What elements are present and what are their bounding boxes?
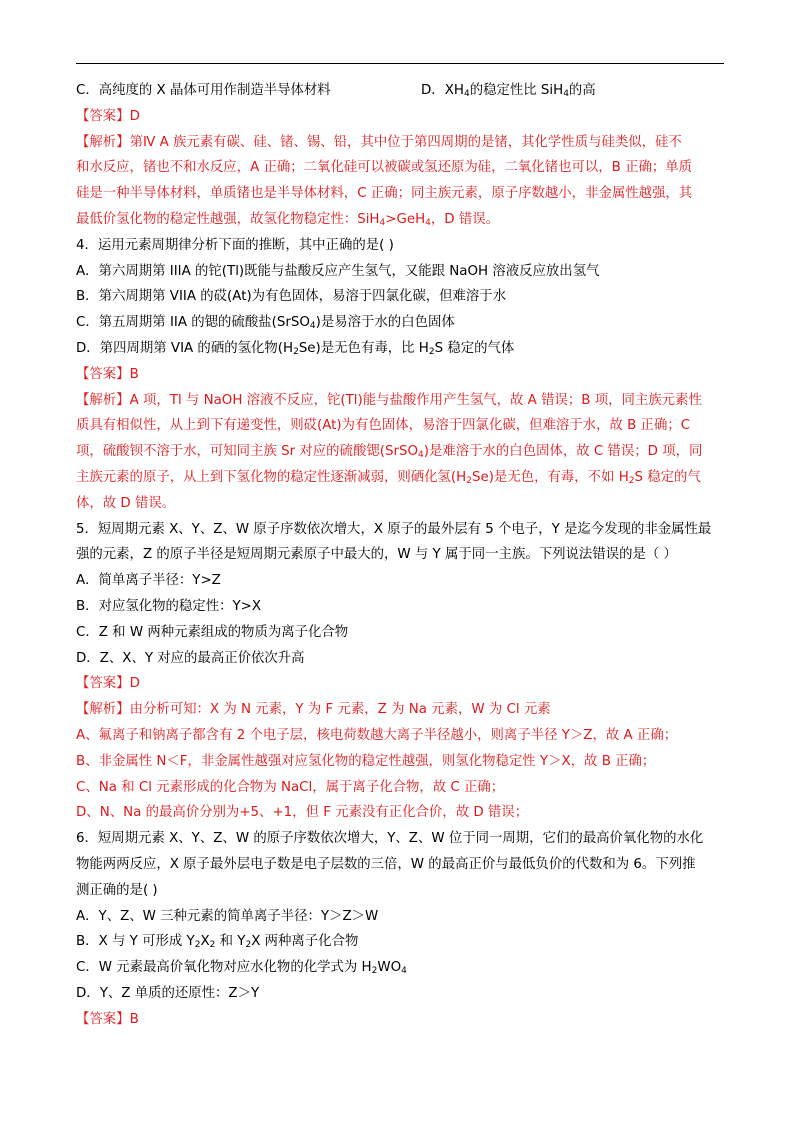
q3-options-cd xyxy=(76,78,724,104)
q6-option-c: C．W 元素最高价氧化物对应水化物的化学式为 $H_2WO_4$ xyxy=(76,960,407,977)
q6-answer: 【答案】B xyxy=(76,1011,139,1027)
q5-analysis-c: C、Na 和 Cl 元素形成的化合物为 NaCl，属于离子化合物，故 C 正确； xyxy=(76,779,505,795)
q4-stem: 4．运用元素周期律分析下面的推断，其中正确的是( ) xyxy=(76,237,394,253)
q5-stem: 5．短周期元素 X、Y、Z、W 原子序数依次增大，X 原子的最外层有 5 个电子，Y 是迄今发现的非金属性最 xyxy=(76,521,712,537)
q3-answer: 【答案】D xyxy=(76,108,140,124)
q4-analysis-line: 质具有相似性，从上到下有递变性，则砹(At)为有色固体，易溶于四氯化碳，但难溶于水，故 B 正确；C xyxy=(76,418,691,434)
q4-analysis-line: 【解析】A 项，Tl 与 NaOH 溶液不反应，铊(Tl)能与盐酸作用产生氢气，故 A 错误；B 项，同主族元素性 xyxy=(76,392,702,408)
q4-analysis-line: 主族元素的原子，从上到下氢化物的稳定性逐渐减弱，则硒化氢$(H_2Se)$是无色，有毒，不如 $H_2S$ 稳定的气 xyxy=(76,469,701,486)
q6-option-a: A．Y、Z、W 三种元素的简单离子半径：Y＞Z＞W xyxy=(76,908,379,924)
q6-option-b: B．X 与 Y 可形成 $Y_2X_2$ 和 $Y_2X$ 两种离子化合物 xyxy=(76,934,359,951)
q3-option-c: C．高纯度的 X 晶体可用作制造半导体材料 xyxy=(76,83,331,98)
q3-analysis-line: 和水反应，锗也不和水反应，A 正确；二氧化硅可以被碳或氢还原为硅，二氧化锗也可以，B 正确；单质 xyxy=(76,160,693,176)
q6-stem: 测正确的是( ) xyxy=(76,882,158,898)
q5-option-c: C．Z 和 W 两种元素组成的物质为离子化合物 xyxy=(76,624,349,640)
q3-option-d: D．$XH_4$的稳定性比 SiH$_4$的高 xyxy=(421,83,596,99)
q6-stem: 物能两两反应，X 原子最外层电子数是电子层数的三倍，W 的最高正价与最低负价的代数和为 6。下列推 xyxy=(76,856,696,872)
q4-analysis-line: 项，硫酸钡不溶于水，可知同主族 Sr 对应的硫酸锶(SrSO$_4$)是难溶于水的白色固体，故 C 错误；D 项，同 xyxy=(76,444,703,461)
q6-stem: 6．短周期元素 X、Y、Z、W 的原子序数依次增大，Y、Z、W 位于同一周期，它们的最高价氧化物的水化 xyxy=(76,831,704,847)
q5-analysis-b: B、非金属性 N＜F，非金属性越强对应氢化物的稳定性越强，则氢化物稳定性 Y＞X，故 B 正确； xyxy=(76,753,656,769)
document-body xyxy=(76,78,724,1032)
q4-option-a: A．第六周期第 IIIA 的铊(Tl)既能与盐酸反应产生氢气，又能跟 NaOH 溶液反应放出氢气 xyxy=(76,263,600,279)
q5-option-b: B．对应氢化物的稳定性：Y>X xyxy=(76,598,262,614)
q4-analysis-line: 体，故 D 错误。 xyxy=(76,495,176,511)
header-rule xyxy=(76,63,724,64)
q4-answer: 【答案】B xyxy=(76,366,139,382)
q4-option-c: C．第五周期第 IIA 的锶的硫酸盐(SrSO$_4$)是易溶于水的白色固体 xyxy=(76,315,455,332)
q5-analysis-a: A、氟离子和钠离子都含有 2 个电子层，核电荷数越大离子半径越小，则离子半径 Y＞Z，故 A 正确； xyxy=(76,727,678,743)
q4-option-d: D．第四周期第 VIA 的硒的氢化物$(H_2Se)$是无色有毒，比 $H_2S$ 稳定的气体 xyxy=(76,340,515,357)
q3-analysis-line: 【解析】第Ⅳ A 族元素有碳、硅、锗、锡、铅，其中位于第四周期的是锗，其化学性质与硅类似，硅不 xyxy=(76,134,682,150)
q6-option-d: D．Y、Z 单质的还原性：Z＞Y xyxy=(76,985,260,1001)
q4-option-b: B．第六周期第 VIIA 的砹(At)为有色固体，易溶于四氯化碳，但难溶于水 xyxy=(76,289,507,305)
q5-option-d: D．Z、X、Y 对应的最高正价依次升高 xyxy=(76,650,305,666)
q5-stem: 强的元素，Z 的原子半径是短周期元素原子中最大的，W 与 Y 属于同一主族。下列说法错误的是（ ） xyxy=(76,547,677,563)
q3-analysis-line: 最低价氢化物的稳定性越强，故氢化物稳定性：SiH$_4$>GeH$_4$，D 错误。 xyxy=(76,211,500,228)
q5-answer: 【答案】D xyxy=(76,676,140,692)
q5-analysis-d: D、N、Na 的最高价分别为+5、+1，但 F 元素没有正化合价，故 D 错误； xyxy=(76,805,529,821)
q5-analysis-line: 【解析】由分析可知：X 为 N 元素，Y 为 F 元素，Z 为 Na 元素，W 为 Cl 元素 xyxy=(76,702,551,718)
q5-option-a: A．简单离子半径：Y>Z xyxy=(76,573,221,589)
q3-analysis-line: 硅是一种半导体材料，单质锗也是半导体材料，C 正确；同主族元素，原子序数越小，非金属性越强，其 xyxy=(76,186,693,202)
